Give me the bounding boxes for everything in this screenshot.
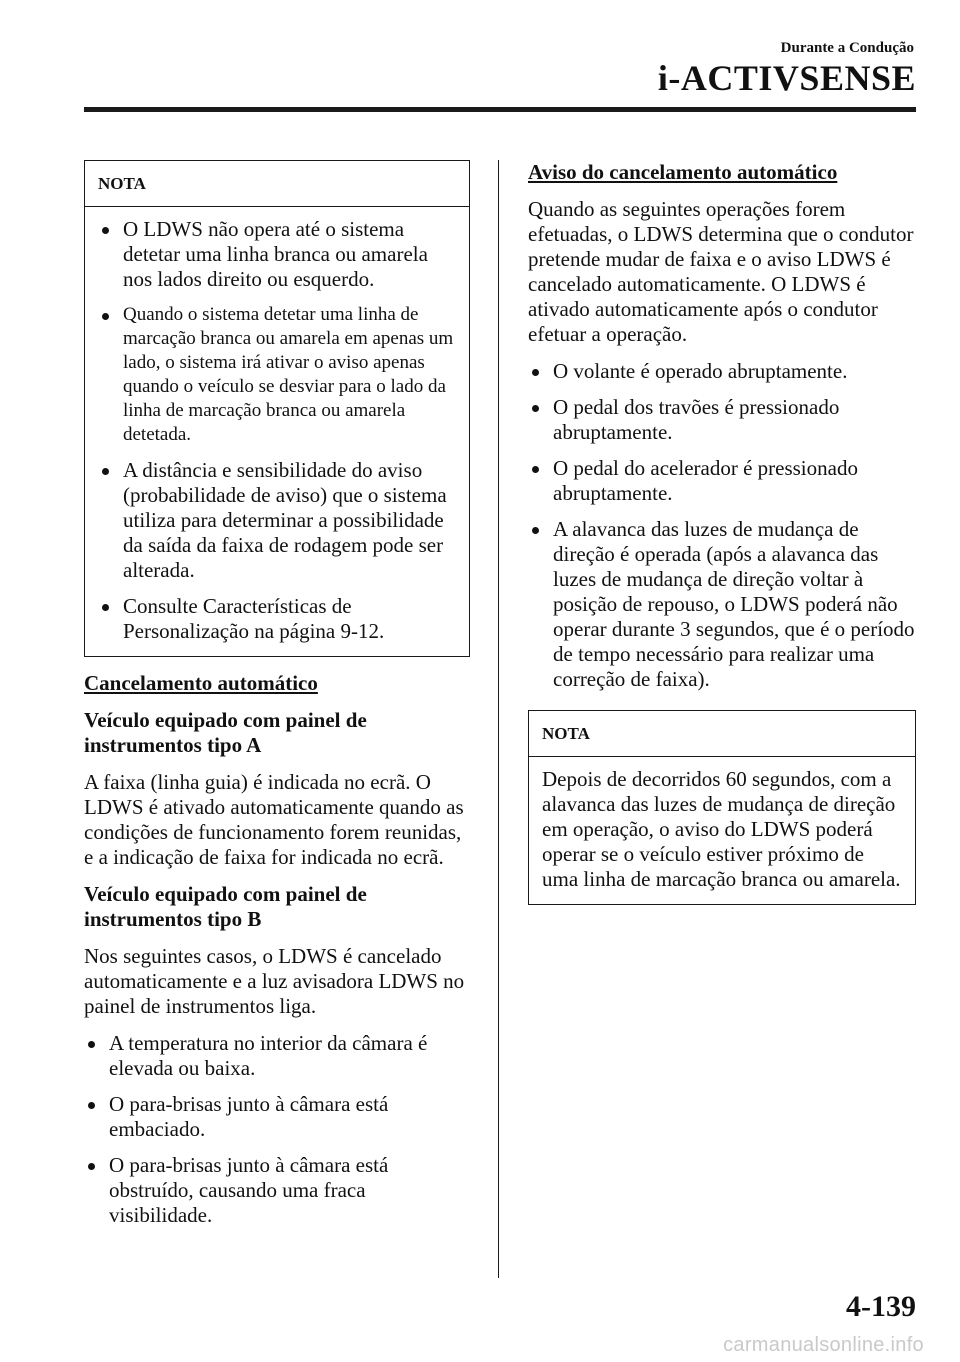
note-list [98,217,456,644]
watermark: carmanualsonline.info [723,1334,924,1356]
right-column [528,160,916,905]
note-body [85,207,469,656]
auto-cancel-warning-heading: Aviso do cancelamento automático [528,160,838,184]
note-heading: NOTA [85,161,469,207]
list-item: O pedal dos travões é pressionado abruptamente. [528,395,916,445]
type-a-heading: Veículo equipado com painel de instrumentos tipo A [84,708,367,757]
column-divider [498,160,499,1278]
type-b-list [84,1031,470,1228]
list-item: O volante é operado abruptamente. [528,359,916,384]
note-box-right [528,710,916,905]
type-a-paragraph: A faixa (linha guia) é indicada no ecrã. O LDWS é ativado automaticamente quando as condições de funcionamento forem reunidas, e a indicação de faixa for indicada no ecrã. [84,770,464,869]
operations-list [528,359,916,692]
type-b-heading: Veículo equipado com painel de instrumentos tipo B [84,882,367,931]
note-item: A distância e sensibilidade do aviso (probabilidade de aviso) que o sistema utiliza para determinar a possibilidade da saída da faixa de rodagem pode ser alterada. [98,458,456,583]
auto-cancel-intro: Quando as seguintes operações forem efetuadas, o LDWS determina que o condutor pretende mudar de faixa e o aviso LDWS é cancelado automaticamente. O LDWS é ativado automaticamente após o condutor efetuar a operação. [528,197,914,346]
note-heading: NOTA [529,711,915,757]
list-item: A temperatura no interior da câmara é elevada ou baixa. [84,1031,470,1081]
note-text: Depois de decorridos 60 segundos, com a alavanca das luzes de mudança de direção em operação, o aviso do LDWS poderá operar se o veículo estiver próximo de uma linha de marcação branca ou amarela. [542,767,901,891]
left-column [84,160,470,1228]
running-header-section: Durante a Condução [780,40,914,56]
note-body [529,757,915,904]
page-number: 4-139 [846,1290,916,1323]
list-item: O para-brisas junto à câmara está obstruído, causando uma fraca visibilidade. [84,1153,470,1228]
list-item: O pedal do acelerador é pressionado abruptamente. [528,456,916,506]
auto-cancel-heading: Cancelamento automático [84,671,318,695]
note-box-left [84,160,470,657]
running-header-title: i-ACTIVSENSE [657,58,916,98]
note-item: Consulte Características de Personalização na página 9-12. [98,594,456,644]
header-rule [84,107,916,112]
note-item: O LDWS não opera até o sistema detetar uma linha branca ou amarela nos lados direito ou esquerdo. [98,217,456,292]
type-b-paragraph: Nos seguintes casos, o LDWS é cancelado automaticamente e a luz avisadora LDWS no painel de instrumentos liga. [84,944,465,1018]
list-item: A alavanca das luzes de mudança de direção é operada (após a alavanca das luzes de mudança de direção voltar à posição de repouso, o LDWS poderá não operar durante 3 segundos, que é o período de tempo necessário para realizar uma correção de faixa). [528,517,916,692]
list-item: O para-brisas junto à câmara está embaciado. [84,1092,470,1142]
note-item: Quando o sistema detetar uma linha de marcação branca ou amarela em apenas um lado, o sistema irá ativar o aviso apenas quando o veículo se desviar para o lado da linha de marcação branca ou amarela detetada. [98,303,456,447]
